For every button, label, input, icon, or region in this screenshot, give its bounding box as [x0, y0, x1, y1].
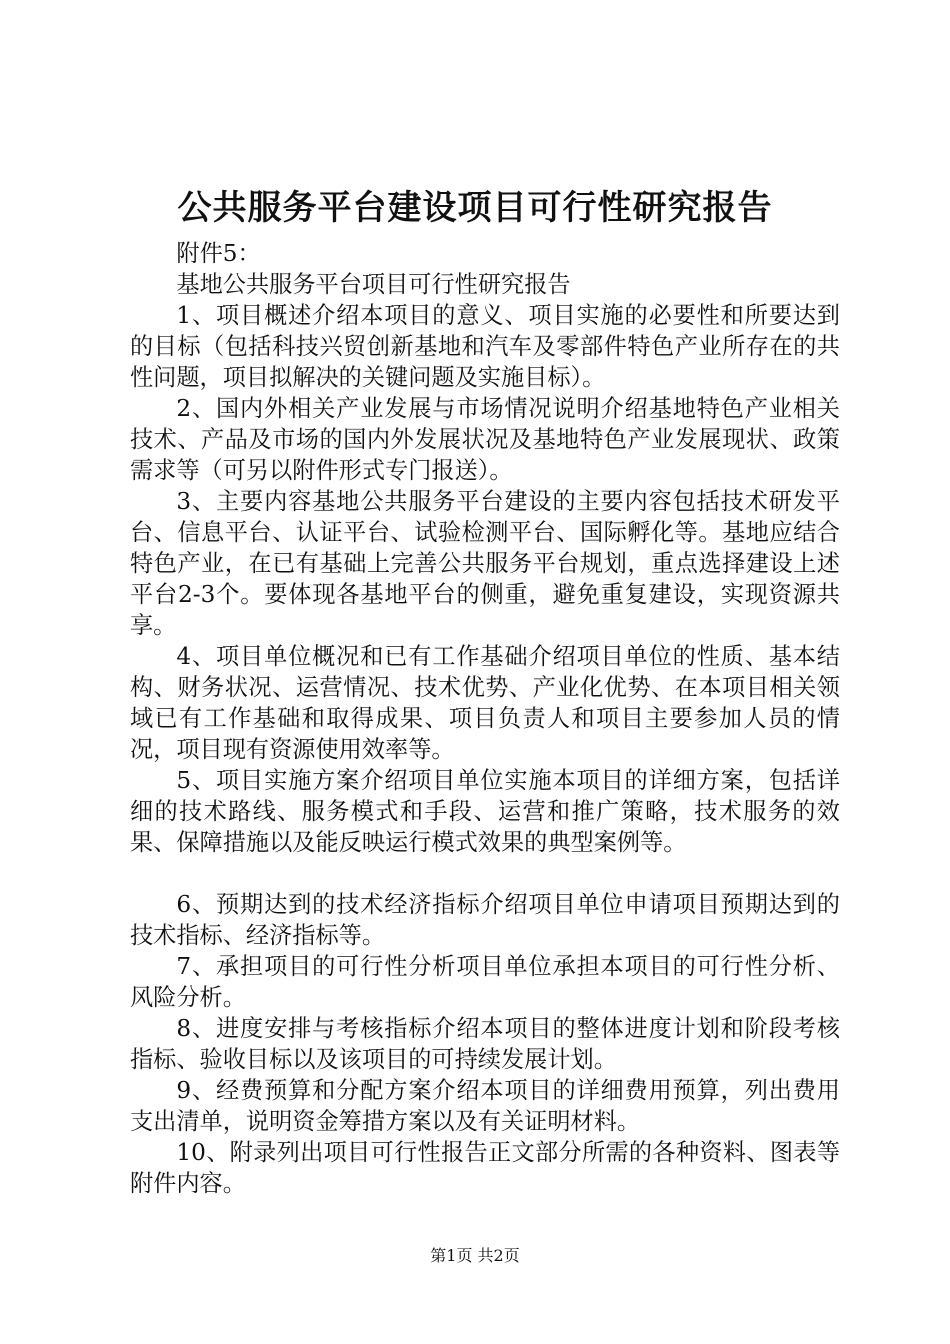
paragraph-2: 2、国内外相关产业发展与市场情况说明介绍基地特色产业相关技术、产品及市场的国内外发展状况及基地特色产业发展现状、政策需求等（可另以附件形式专门报送）。: [130, 395, 840, 484]
paragraph-5: 5、项目实施方案介绍项目单位实施本项目的详细方案，包括详细的技术路线、服务模式和手段、运营和推广策略，技术服务的效果、保障措施以及能反映运行模式效果的典型案例等。: [130, 767, 840, 856]
paragraph-7: 7、承担项目的可行性分析项目单位承担本项目的可行性分析、风险分析。: [130, 953, 840, 1011]
document-body: [130, 238, 840, 1199]
report-subtitle: 基地公共服务平台项目可行性研究报告: [176, 271, 571, 298]
attachment-label: 附件5：: [176, 240, 261, 267]
page-number-footer: 第1页 共2页: [430, 1246, 520, 1265]
paragraph-8: 8、进度安排与考核指标介绍本项目的整体进度计划和阶段考核指标、验收目标以及该项目的可持续发展计划。: [130, 1015, 840, 1073]
paragraph-6: 6、预期达到的技术经济指标介绍项目单位申请项目预期达到的技术指标、经济指标等。: [130, 891, 840, 949]
document-title: 公共服务平台建设项目可行性研究报告: [177, 188, 773, 228]
paragraph-10: 10、附录列出项目可行性报告正文部分所需的各种资料、图表等附件内容。: [130, 1139, 840, 1197]
paragraph-9: 9、经费预算和分配方案介绍本项目的详细费用预算，列出费用支出清单，说明资金筹措方案以及有关证明材料。: [130, 1077, 840, 1135]
paragraph-1: 1、项目概述介绍本项目的意义、项目实施的必要性和所要达到的目标（包括科技兴贸创新基地和汽车及零部件特色产业所存在的共性问题，项目拟解决的关键问题及实施目标）。: [130, 302, 840, 391]
paragraph-4: 4、项目单位概况和已有工作基础介绍项目单位的性质、基本结构、财务状况、运营情况、技术优势、产业化优势、在本项目相关领域已有工作基础和取得成果、项目负责人和项目主要参加人员的情况，项目现有资源使用效率等。: [130, 643, 840, 763]
paragraph-3: 3、主要内容基地公共服务平台建设的主要内容包括技术研发平台、信息平台、认证平台、试验检测平台、国际孵化等。基地应结合特色产业，在已有基础上完善公共服务平台规划，重点选择建设上述平台2-3个。要体现各基地平台的侧重，避免重复建设，实现资源共享。: [130, 488, 840, 639]
